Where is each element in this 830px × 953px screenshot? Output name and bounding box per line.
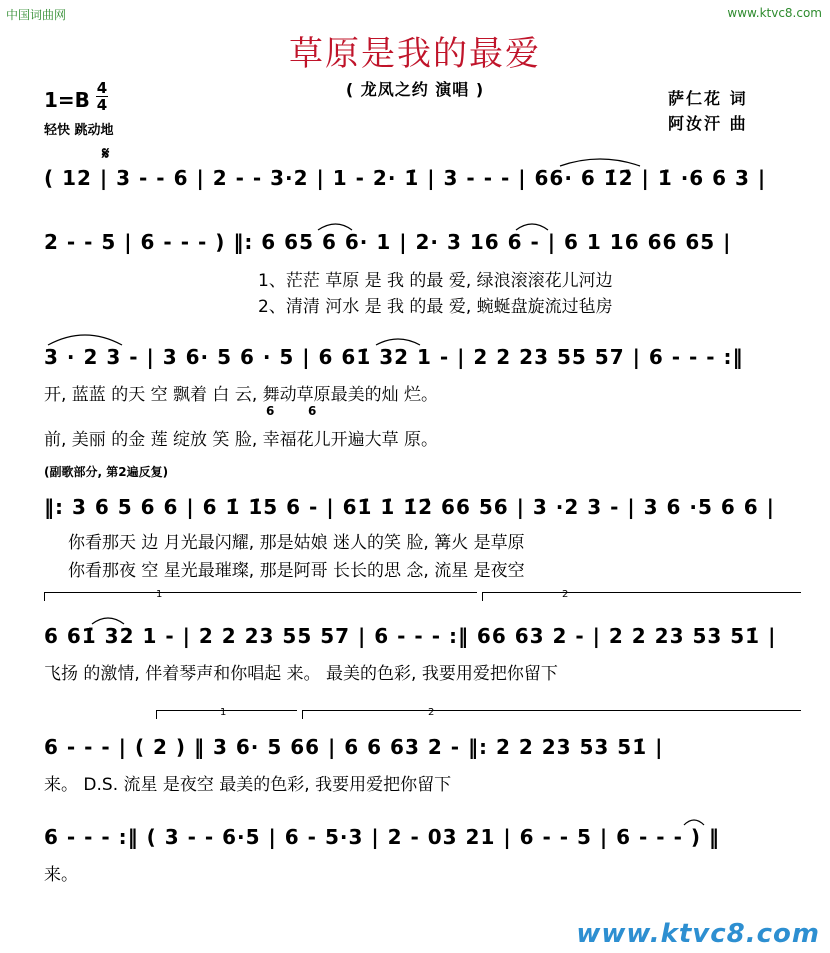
slur-line3a [48, 335, 122, 345]
time-sig-top: 4 [96, 79, 108, 97]
lyric-line-4b: 你看那夜 空 星光最璀璨, 那是阿哥 长长的思 念, 流星 是夜空 [68, 561, 525, 581]
composer-credit: 阿汝汗 曲 [668, 114, 748, 133]
volta-2b-number: 2 [428, 707, 435, 718]
score-line-1: ( 12 | 3 - - 6 | 2 - - 3·2 | 1 - 2· 1̇ | 3 - - - | 66· 6 1̇2̇ | 1̇ ·6 6 3 | [44, 166, 767, 190]
lyric-line-7a: 来。 [44, 865, 78, 885]
tempo-marking: 轻快 跳动地 [44, 123, 114, 138]
slur-line1 [560, 159, 640, 166]
watermark-text: www.ktvc8.com [576, 919, 820, 949]
volta-1b-number: 1 [220, 707, 227, 718]
performer-subtitle: ( 龙凤之约 演唱 ) [345, 80, 485, 99]
extra-note-a: 6 [266, 404, 275, 418]
volta-1-number: 1 [156, 589, 163, 600]
lyric-line-6a: 来。 D.S. 流星 是夜空 最美的色彩, 我要用爱把你留下 [44, 775, 452, 795]
extra-note-b: 6 [308, 404, 317, 418]
score-line-2: 2 - - 5 | 6 - - - ) ‖: 6 65 6 6· 1 | 2· 3 16 6 - | 6 1 16 66 65 | [44, 230, 732, 254]
score-line-4: ‖: 3 6 5 6 6 | 6 1̇ 1̇5 6 - | 61̇ 1̇ 1̇2̇ 66 56 | 3 ·2 3 - | 3 6 ·5 6 6 | [44, 495, 775, 519]
score-line-7: 6 - - - :‖ ( 3 - - 6·5 | 6 - 5·3 | 2 - 03 21 | 6 - - 5 | 6 - - - ) ‖ [44, 825, 720, 849]
song-title: 草原是我的最爱 [289, 34, 541, 74]
lyric-line-3b: 前, 美丽 的金 莲 绽放 笑 脸, 幸福花儿开遍大草 原。 [44, 430, 439, 450]
lyric-line-2a: 1、茫茫 草原 是 我 的最 爱, 绿浪滚滚花儿河边 [258, 271, 613, 291]
time-signature [96, 80, 108, 113]
section-note: (副歌部分, 第2遍反复) [44, 465, 169, 479]
volta-1b-bracket [156, 710, 297, 719]
site-url-right[interactable]: www.ktvc8.com [727, 6, 822, 20]
key-signature: 1=B [44, 88, 90, 112]
volta-2b-bracket [302, 710, 801, 719]
lyric-line-5a: 飞扬 的激情, 伴着琴声和你唱起 来。 最美的色彩, 我要用爱把你留下 [44, 664, 558, 684]
score-line-5: 6 61̇ 32 1 - | 2 2 23 55 57 | 6 - - - :‖ 66 63 2 - | 2 2 23 53 51̇ | [44, 624, 777, 648]
lyric-line-4a: 你看那天 边 月光最闪耀, 那是姑娘 迷人的笑 脸, 篝火 是草原 [68, 533, 525, 553]
time-sig-bottom: 4 [96, 96, 108, 114]
volta-1-bracket [44, 592, 477, 601]
score-line-3: 3 · 2 3 - | 3 6· 5 6 · 5 | 6 61̇ 32 1 - | 2 2 23 55 57 | 6 - - - :‖ [44, 345, 744, 369]
site-name-left[interactable]: 中国词曲网 [6, 8, 67, 22]
volta-2-bracket [482, 592, 801, 601]
site-watermark [576, 919, 820, 949]
volta-2-number: 2 [562, 589, 569, 600]
lyric-line-3a: 开, 蓝蓝 的天 空 飘着 白 云, 舞动草原最美的灿 烂。 [44, 385, 439, 405]
lyric-line-2b: 2、清清 河水 是 我 的最 爱, 蜿蜒盘旋流过毡房 [258, 297, 613, 317]
score-line-6: 6 - - - | ( 2 ) ‖ 3 6· 5 66 | 6 6 63 2 - ‖: 2 2 23 53 51̇ | [44, 735, 664, 759]
lyricist-credit: 萨仁花 词 [668, 89, 748, 108]
segno-icon: 𝄋 [102, 144, 110, 164]
